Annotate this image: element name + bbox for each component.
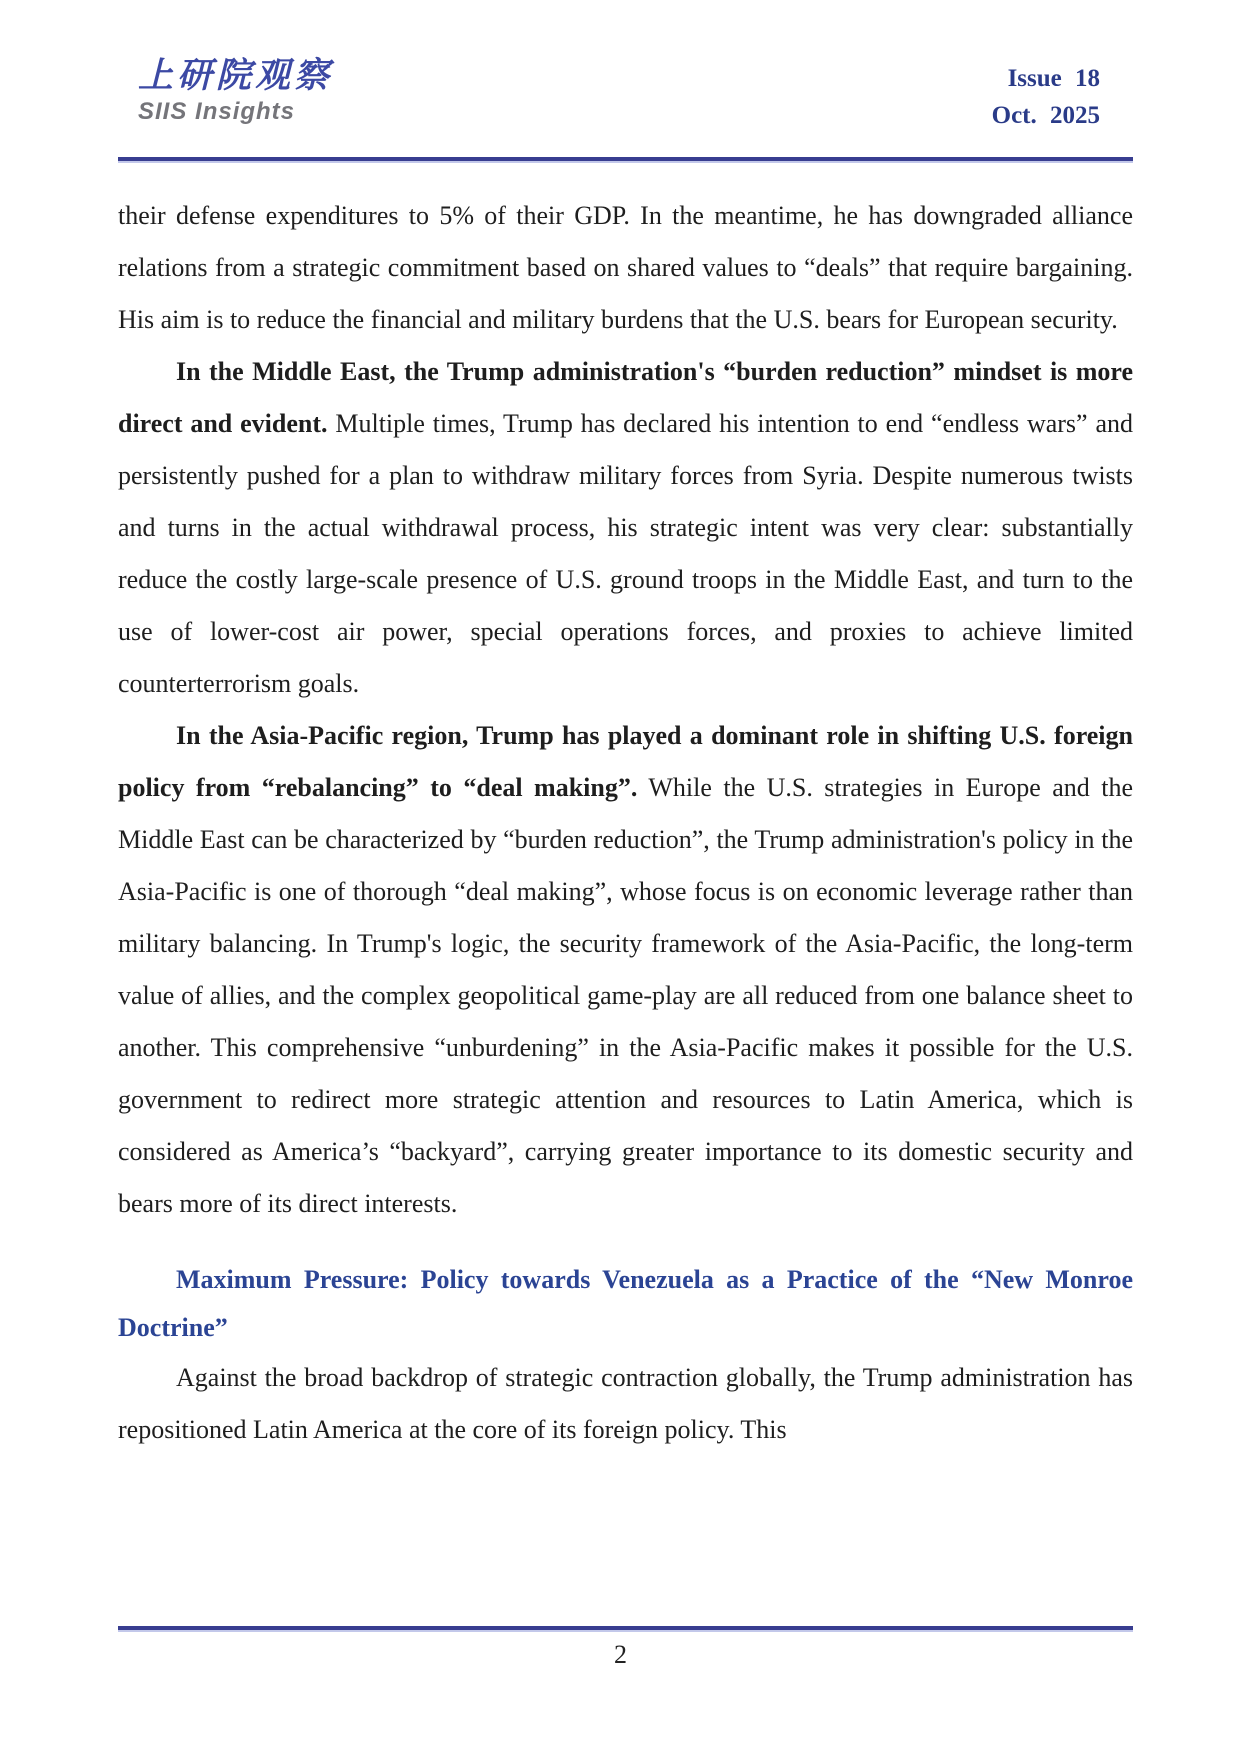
logo-subtitle: SIIS Insights [138,98,296,125]
logo-chinese-title: 上研院观察 [138,55,334,96]
logo [138,54,333,126]
text-run: While the U.S. strategies in Europe and the Middle East can be characterized by “burden reduction”, the Trump administration's policy in the Asia-Pacific is one of thorough “deal making”, whose focus is on economic leverage rather than military balancing. In Trump's logic, the security framework of the Asia-Pacific, the long-term value of allies, and the complex geopolitical game-play are all reduced from one balance sheet to another. This comprehensive “unburdening” in the Asia-Pacific makes it possible for the U.S. government to redirect more strategic attention and resources to Latin America, which is considered as America’s “backyard”, carrying greater importance to its domestic security and bears more of its direct interests. [118,773,1133,1218]
footer-rule [118,1626,1133,1630]
issue-number: Issue 18 [1007,65,1100,92]
article-body [118,190,1133,1456]
paragraph [118,1352,1133,1456]
issue-block [992,60,1100,134]
section-heading: Maximum Pressure: Policy towards Venezuela as a Practice of the “New Monroe Doctrine” [118,1265,1133,1342]
header-rule [118,157,1133,161]
bold-text-run: In the Middle East, the Trump administration's “burden reduction” mindset is more direct and evident. [118,357,1133,438]
bold-text-run: In the Asia-Pacific region, Trump has played a dominant role in shifting U.S. foreign policy from “rebalancing” to “deal making”. [118,721,1133,802]
page-number: 2 [614,1640,627,1669]
issue-date: Oct. 2025 [991,102,1100,129]
text-run: their defense expenditures to 5% of their GDP. In the meantime, he has downgraded alliance relations from a strategic commitment based on shared values to “deals” that require bargaining. His aim is to reduce the financial and military burdens that the U.S. bears for European security. [118,201,1133,334]
paragraph [118,710,1133,1230]
paragraph [118,190,1133,346]
text-run: Multiple times, Trump has declared his intention to end “endless wars” and persistently pushed for a plan to withdraw military forces from Syria. Despite numerous twists and turns in the actual withdrawal process, his strategic intent was very clear: substantially reduce the costly large-scale presence of U.S. ground troops in the Middle East, and turn to the use of lower-cost air power, special operations forces, and proxies to achieve limited counterterrorism goals. [118,409,1133,698]
text-run: Against the broad backdrop of strategic contraction globally, the Trump administration has repositioned Latin America at the core of its foreign policy. This [118,1363,1133,1444]
paragraph [118,346,1133,710]
